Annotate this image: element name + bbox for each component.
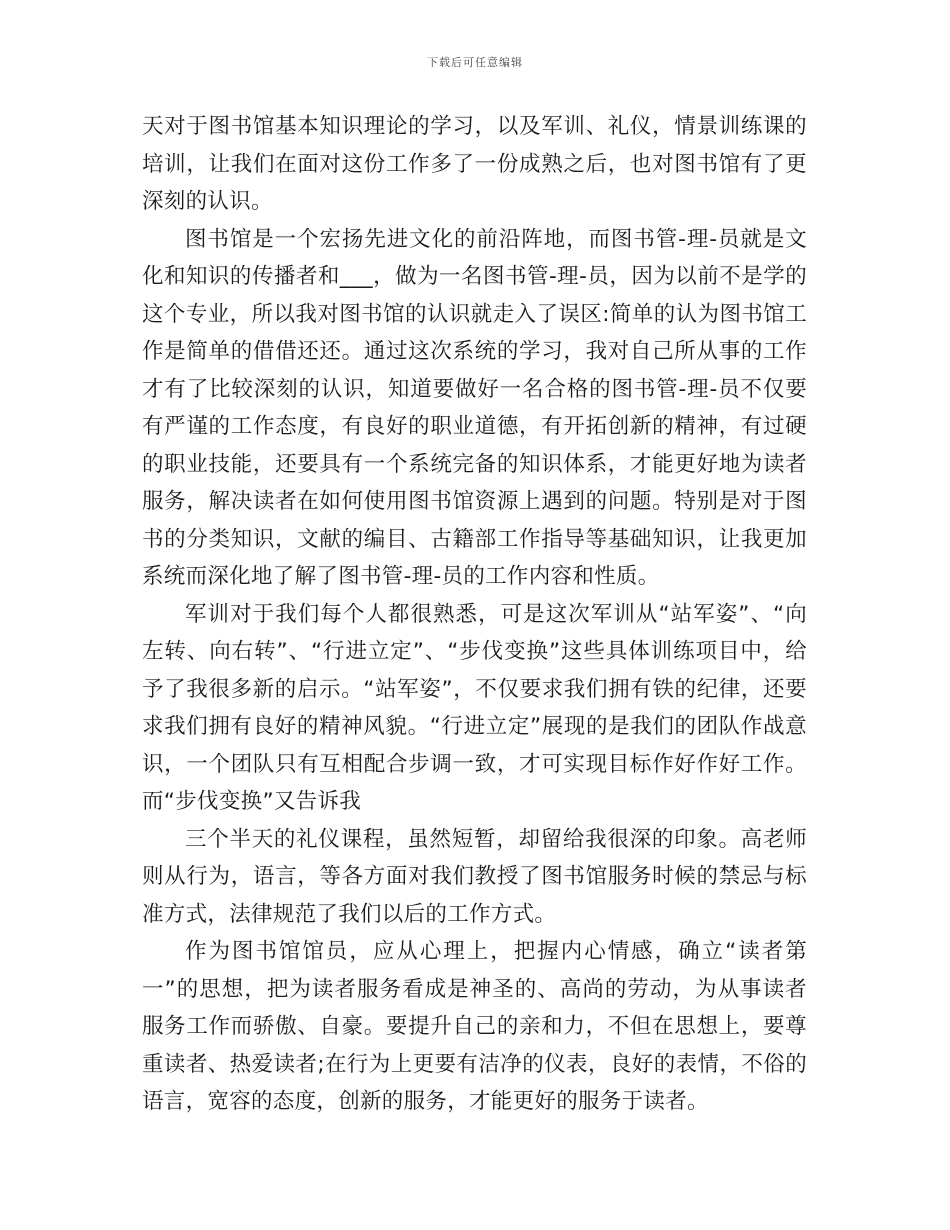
paragraph-4: 三个半天的礼仪课程，虽然短暂，却留给我很深的印象。高老师则从行为，语言，等各方面对我们教授了图书馆服务时候的禁忌与标准方式，法律规范了我们以后的工作方式。 xyxy=(142,826,807,927)
document-body xyxy=(142,108,807,1121)
page-header: 下载后可任意编辑 xyxy=(427,56,523,69)
paragraph-2: 图书馆是一个宏扬先进文化的前沿阵地，而图书管-理-员就是文化和知识的传播者和___，做为一名图书管-理-员，因为以前不是学的这个专业，所以我对图书馆的认识就走入了误区:简单的认为图书馆工作是简单的借借还还。通过这次系统的学习，我对自己所从事的工作才有了比较深刻的认识，知道要做好一名合格的图书管-理-员不仅要有严谨的工作态度，有良好的职业道德，有开拓创新的精神，有过硬的职业技能，还要具有一个系统完备的知识体系，才能更好地为读者服务，解决读者在如何使用图书馆资源上遇到的问题。特别是对于图书的分类知识，文献的编目、古籍部工作指导等基础知识，让我更加系统而深化地了解了图书管-理-员的工作内容和性质。 xyxy=(142,226,807,589)
paragraph-3: 军训对于我们每个人都很熟悉，可是这次军训从“站军姿”、“向左转、向右转”、“行进立定”、“步伐变换”这些具体训练项目中，给予了我很多新的启示。“站军姿”，不仅要求我们拥有铁的纪律，还要求我们拥有良好的精神风貌。“行进立定”展现的是我们的团队作战意识，一个团队只有互相配合步调一致，才可实现目标作好作好工作。而“步伐变换”又告诉我 xyxy=(142,601,807,814)
paragraph-1: 天对于图书馆基本知识理论的学习，以及军训、礼仪，情景训练课的培训，让我们在面对这份工作多了一份成熟之后，也对图书馆有了更深刻的认识。 xyxy=(142,114,807,214)
paragraph-5: 作为图书馆馆员，应从心理上，把握内心情感，确立“读者第一”的思想，把为读者服务看成是神圣的、高尚的劳动，为从事读者服务工作而骄傲、自豪。要提升自己的亲和力，不但在思想上，要尊重读者、热爱读者;在行为上更要有洁净的仪表，良好的表情，不俗的语言，宽容的态度，创新的服务，才能更好的服务于读者。 xyxy=(142,939,807,1114)
